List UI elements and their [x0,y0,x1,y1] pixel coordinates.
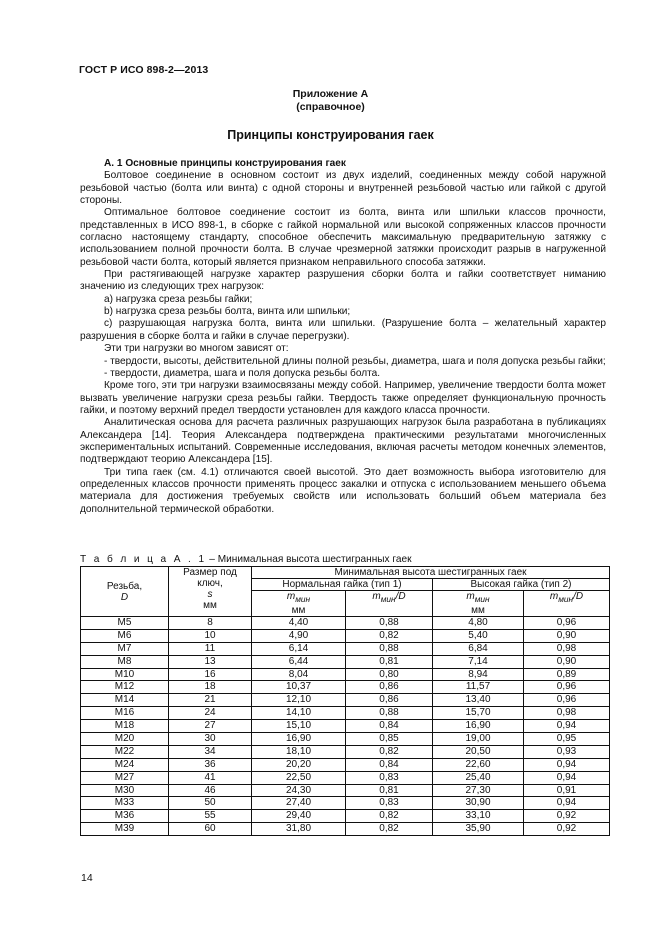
min-subscript: мин [380,594,396,604]
table-cell: 0,83 [346,771,433,784]
table-cell: 10 [169,629,252,642]
table-cell: 0,96 [524,681,610,694]
table-cell: 0,94 [524,720,610,733]
table-cell: 11 [169,642,252,655]
table-row [81,629,610,642]
list-item: - твердости, высоты, действительной длины полной резьбы, диаметра, шага и поля допуска резьбы гайки; [104,355,606,367]
table-cell: 0,81 [346,655,433,668]
page-title: Принципы конструирования гаек [227,128,434,142]
table-cell: 7,14 [433,655,524,668]
page-number: 14 [81,872,93,884]
table-cell: 20,50 [433,745,524,758]
table-cell: 29,40 [252,810,346,823]
table-cell: 0,85 [346,733,433,746]
table-cell: 0,86 [346,694,433,707]
list-item: a) нагрузка среза резьбы гайки; [104,293,253,305]
m-symbol: m [372,591,381,602]
paragraph: При растягивающей нагрузке характер разрушения сборки болта и гайки соответствует ниманию значению из следующих трех нагрузок: [80,269,606,293]
table-cell: 4,90 [252,629,346,642]
table-cell: 0,95 [524,733,610,746]
table-cell: M20 [81,733,169,746]
table-cell: 0,86 [346,681,433,694]
table-cell: 0,94 [524,758,610,771]
table-cell: 6,44 [252,655,346,668]
table-cell: 24,30 [252,784,346,797]
table-cell: M10 [81,668,169,681]
thread-label: Резьба, [106,580,143,592]
paragraph: Три типа гаек (см. 4.1) отличаются своей высотой. Это дает возможность выбора изготовителю для определенных классов прочности применять процесс закалки и отпуска с использованием меньшего объема материала для достижения требуемых свойств или использовать больший объем материала без дополнительной термической обработки. [80,466,606,515]
table-cell: 0,96 [524,694,610,707]
table-cell: 0,98 [524,707,610,720]
col-header-type1: Нормальная гайка (тип 1) [252,579,433,591]
col-header-key-size [169,567,252,617]
table-cell: 14,10 [252,707,346,720]
col-header-ratio-type1 [346,591,433,617]
table-row [81,681,610,694]
table-cell: 0,82 [346,810,433,823]
table-cell: 18 [169,681,252,694]
table-cell: 8,94 [433,668,524,681]
table-cell: 0,88 [346,707,433,720]
table-cell: M7 [81,642,169,655]
table-cell: 13 [169,655,252,668]
table-cell: 15,70 [433,707,524,720]
col-header-type2: Высокая гайка (тип 2) [433,579,610,591]
table-cell: 16 [169,668,252,681]
table-cell: 16,90 [252,733,346,746]
table-cell: 0,88 [346,617,433,630]
table-cell: 0,92 [524,810,610,823]
table-cell: M14 [81,694,169,707]
list-item: c) разрушающая нагрузка болта, винта или шпильки. (Разрушение болта – желательный характер разрушения в сборке болта и гайки в случае перегрузки). [80,318,606,342]
paragraph: Аналитическая основа для расчета различных разрушающих нагрузок была разработана в публикациях Александера [14]. Теория Александера подтверждена практическими результатами многочисленных экспериментальных испытаний. Современные исследования, включая расчеты методом конечных элементов, подтверждают теорию Александера [15]. [80,417,606,466]
ratio-suffix: /D [395,591,406,602]
annex-title: Приложение А [292,88,369,100]
table-cell: 30,90 [433,797,524,810]
body-text [80,158,606,516]
list-item: - твердости, диаметра, шага и поля допуска резьбы болта. [104,367,381,379]
ratio-suffix: /D [573,591,584,602]
table-row [81,745,610,758]
annex-heading [0,88,661,114]
min-subscript: мин [295,594,311,604]
table-cell: 0,82 [346,629,433,642]
table-cell: 27 [169,720,252,733]
table-cell: 15,10 [252,720,346,733]
table-caption-text: – Минимальная высота шестигранных гаек [206,554,412,565]
col-header-ratio-type2 [524,591,610,617]
table-cell: 55 [169,810,252,823]
table-cell: 13,40 [433,694,524,707]
min-subscript: мин [558,594,574,604]
table-row [81,758,610,771]
table-cell: 8,04 [252,668,346,681]
table-cell: M5 [81,617,169,630]
table-cell: M30 [81,784,169,797]
table-caption [80,554,412,566]
table-cell: M24 [81,758,169,771]
table-cell: 12,10 [252,694,346,707]
table-cell: M39 [81,823,169,836]
table-cell: 16,90 [433,720,524,733]
m-symbol: m [466,591,475,602]
table-cell: 0,94 [524,771,610,784]
nut-height-table [80,566,610,836]
table-cell: M12 [81,681,169,694]
table-cell: M36 [81,810,169,823]
table-cell: 36 [169,758,252,771]
table-cell: 4,40 [252,617,346,630]
key-size-label: Размер под ключ, [183,567,237,589]
table-row [81,733,610,746]
table-cell: 0,93 [524,745,610,758]
table-cell: 24 [169,707,252,720]
table-cell: 50 [169,797,252,810]
unit-mm: мм [291,605,306,616]
table-cell: 41 [169,771,252,784]
table-cell: 18,10 [252,745,346,758]
table-header-row [81,567,610,579]
table-cell: 19,00 [433,733,524,746]
table-cell: 0,89 [524,668,610,681]
table-cell: M6 [81,629,169,642]
section-heading: А. 1 Основные принципы конструирования гаек [104,158,346,169]
col-header-m-min-type2 [433,591,524,617]
min-subscript: мин [474,594,490,604]
table-row [81,694,610,707]
key-size-symbol: s [207,589,213,600]
table-row [81,797,610,810]
list-item: b) нагрузка среза резьбы болта, винта или шпильки; [104,306,351,318]
table-cell: 46 [169,784,252,797]
table-row [81,784,610,797]
m-symbol: m [549,591,559,602]
table-caption-label: Т а б л и ц а А . 1 [80,554,207,565]
table-cell: 6,84 [433,642,524,655]
table-cell: 0,94 [524,797,610,810]
table-cell: 4,80 [433,617,524,630]
table-cell: 33,10 [433,810,524,823]
table-cell: 6,14 [252,642,346,655]
thread-symbol: D [120,591,129,603]
m-symbol: m [286,591,296,602]
table-cell: 0,88 [346,642,433,655]
unit-mm: мм [471,605,485,616]
table-row [81,655,610,668]
table-cell: 30 [169,733,252,746]
annex-subtitle: (справочное) [296,101,365,113]
table-cell: 0,80 [346,668,433,681]
table-cell: 0,91 [524,784,610,797]
table-cell: 27,30 [433,784,524,797]
table-row [81,668,610,681]
table-cell: 25,40 [433,771,524,784]
table-cell: 22,60 [433,758,524,771]
table-cell: 31,80 [252,823,346,836]
table-row [81,810,610,823]
table-cell: M33 [81,797,169,810]
table-cell: 0,84 [346,758,433,771]
table-cell: 8 [169,617,252,630]
col-header-m-min-type1 [252,591,346,617]
table-row [81,642,610,655]
table-row [81,720,610,733]
table-cell: 10,37 [252,681,346,694]
table-cell: 22,50 [252,771,346,784]
table-cell: 60 [169,823,252,836]
table-cell: 27,40 [252,797,346,810]
table-cell: 34 [169,745,252,758]
table-cell: 0,82 [346,745,433,758]
col-header-min-height: Минимальная высота шестигранных гаек [252,567,610,579]
table-cell: 0,90 [524,629,610,642]
table-cell: 0,83 [346,797,433,810]
table-row [81,707,610,720]
table-cell: 11,57 [433,681,524,694]
table-cell: 0,81 [346,784,433,797]
table-row [81,771,610,784]
paragraph: Болтовое соединение в основном состоит из двух изделий, соединенных между собой наружной резьбовой частью (болта или винта) с одной стороны и внутренней резьбовой частью или гайкой с другой стороны. [80,170,606,207]
table-cell: M16 [81,707,169,720]
table-row [81,617,610,630]
table-cell: 21 [169,694,252,707]
table-row [81,823,610,836]
standard-designation: ГОСТ Р ИСО 898-2—2013 [79,64,209,76]
paragraph: Эти три нагрузки во многом зависят от: [104,343,289,355]
table-cell: M18 [81,720,169,733]
table-cell: 0,82 [346,823,433,836]
table-cell: 0,92 [524,823,610,836]
table-body [81,617,610,836]
key-size-unit: мм [203,600,217,611]
table-cell: 35,90 [433,823,524,836]
table-cell: 20,20 [252,758,346,771]
table-cell: 0,96 [524,617,610,630]
table-cell: M22 [81,745,169,758]
table-cell: 5,40 [433,629,524,642]
table-cell: M8 [81,655,169,668]
paragraph: Оптимальное болтовое соединение состоит из болта, винта или шпильки классов прочности, представленных в ИСО 898-1, в сборке с гайкой нормальной или высокой сопряженных классов прочности согласно настоящему стандарту, способное обеспечить максимальную предварительную затяжку с использованием полной прочности болта. В случае чрезмерной затяжки происходит разрыв в нагруженной резьбовой части болта, который является признаком неправильного способа затяжки. [80,207,606,268]
paragraph: Кроме того, эти три нагрузки взаимосвязаны между собой. Например, увеличение твердости болта может вызвать увеличение нагрузки среза резьбы гайки. Твердость также определяет функциональную прочность гайки, и поэтому верхний предел твердости установлен для каждого класса прочности. [80,380,606,416]
table-cell: M27 [81,771,169,784]
table-cell: 0,90 [524,655,610,668]
col-header-thread [81,567,169,617]
table-cell: 0,98 [524,642,610,655]
table-cell: 0,84 [346,720,433,733]
